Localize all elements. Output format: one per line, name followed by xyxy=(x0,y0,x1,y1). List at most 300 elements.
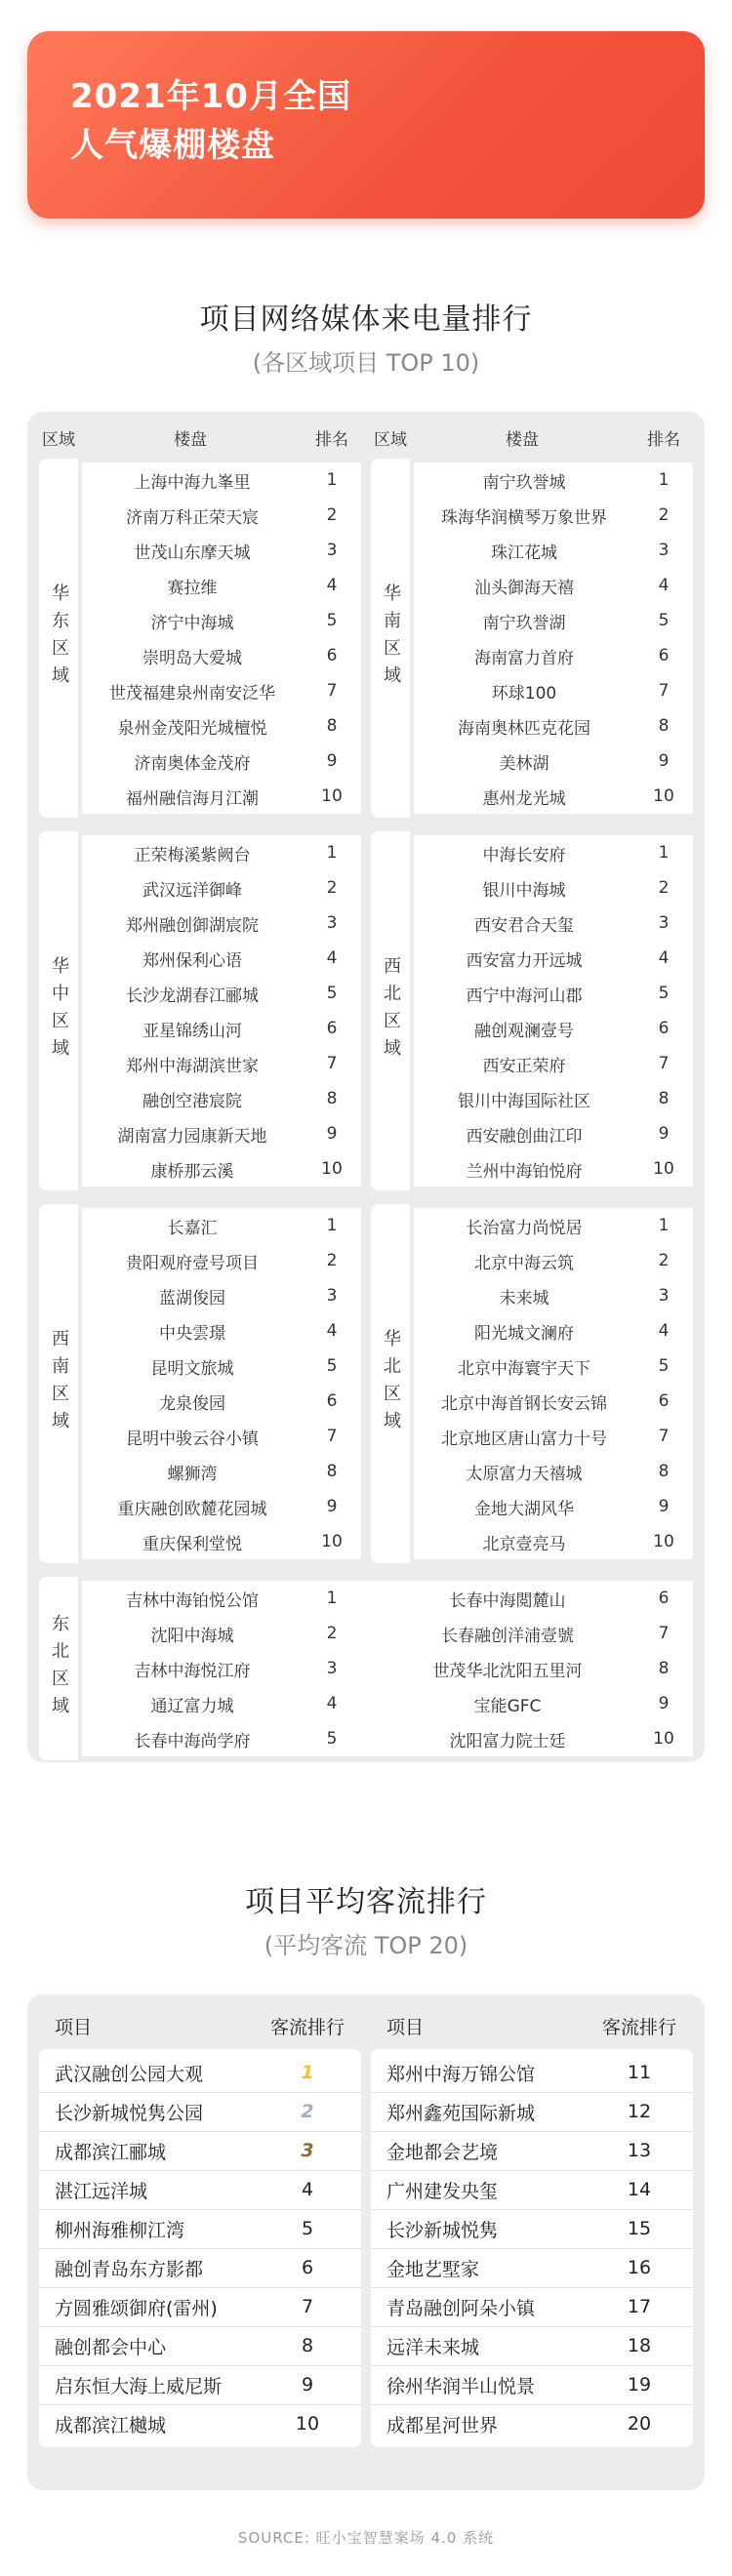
region-label xyxy=(39,831,78,1190)
project-name: 重庆保利堂悦 xyxy=(142,1534,242,1554)
project-rank: 10 xyxy=(653,786,674,806)
header-project: 楼盘 xyxy=(174,429,207,450)
project-rank: 6 xyxy=(658,646,670,665)
project-name: 阳光城文澜府 xyxy=(474,1323,574,1344)
header-rank: 客流排行 xyxy=(601,2016,676,2038)
project-name: 惠州龙光城 xyxy=(482,788,566,809)
project-name: 郑州融创御湖宸院 xyxy=(126,915,259,936)
project-name: 融创观澜壹号 xyxy=(474,1021,574,1041)
project-rank: 3 xyxy=(658,913,670,933)
list-item xyxy=(39,2287,361,2326)
table-row xyxy=(82,906,361,941)
table-row xyxy=(414,1348,693,1384)
project-name: 金地艺墅家 xyxy=(386,2258,480,2280)
project-rank: 2 xyxy=(326,505,338,525)
project-rank: 7 xyxy=(326,681,338,701)
project-name: 银川中海城 xyxy=(482,880,566,901)
project-rank: 5 xyxy=(658,1356,670,1376)
project-name: 长春中海閲麓山 xyxy=(449,1590,566,1611)
project-name: 广州建发央玺 xyxy=(386,2180,499,2202)
header-region: 区域 xyxy=(374,429,407,450)
project-name: 赛拉维 xyxy=(167,578,218,598)
project-name: 泉州金茂阳光城檀悦 xyxy=(117,718,267,739)
project-name: 正荣梅溪紫阙台 xyxy=(134,845,251,865)
table-row xyxy=(414,1208,693,1243)
project-rank: 1 xyxy=(658,1216,670,1235)
project-rank: 1 xyxy=(658,843,670,863)
table-row xyxy=(82,603,361,638)
section2-subtitle: (平均客流 TOP 20) xyxy=(264,1932,468,1959)
project-rank: 10 xyxy=(653,1159,674,1179)
project-rank: 18 xyxy=(627,2335,652,2356)
project-name: 济南万科正荣天宸 xyxy=(126,507,259,528)
project-name: 启东恒大海上威尼斯 xyxy=(55,2375,223,2397)
project-rank: 2 xyxy=(326,1624,338,1643)
list-item xyxy=(39,2209,361,2248)
project-name: 康桥那云溪 xyxy=(150,1161,234,1182)
project-name: 金地大湖风华 xyxy=(474,1499,574,1519)
project-name: 长嘉汇 xyxy=(167,1218,218,1238)
project-rank: 2 xyxy=(326,1251,338,1270)
project-rank: 8 xyxy=(658,1089,670,1108)
footfall-list xyxy=(39,2049,361,2447)
project-rank: 7 xyxy=(658,1624,670,1643)
project-rank: 6 xyxy=(326,1391,338,1411)
project-name: 金地都会艺境 xyxy=(386,2141,499,2163)
project-name: 长沙新城悦隽公园 xyxy=(55,2102,204,2124)
project-name: 长春中海尚学府 xyxy=(134,1731,251,1751)
table-row xyxy=(82,1081,361,1116)
project-name: 济宁中海城 xyxy=(150,613,234,633)
table-row xyxy=(414,1011,693,1046)
table-row xyxy=(414,976,693,1011)
header-project: 项目 xyxy=(386,2016,425,2038)
project-name: 长沙龙湖春江郦城 xyxy=(126,986,259,1006)
project-name: 沈阳富力院士廷 xyxy=(449,1731,566,1751)
project-name: 中央雲璟 xyxy=(159,1323,225,1344)
project-name: 郑州中海万锦公馆 xyxy=(386,2063,536,2085)
project-rank: 10 xyxy=(321,786,343,806)
table-row xyxy=(82,1011,361,1046)
project-name: 成都滨江郦城 xyxy=(55,2141,167,2163)
project-rank: 7 xyxy=(658,1054,670,1073)
project-rank: 4 xyxy=(301,2179,314,2200)
project-rank: 6 xyxy=(658,1019,670,1038)
project-name: 沈阳中海城 xyxy=(150,1626,234,1646)
region-name: 华北区域 xyxy=(381,1329,401,1438)
section1-title: 项目网络媒体来电量排行 xyxy=(199,302,533,337)
table-row xyxy=(414,1278,693,1313)
table-row xyxy=(82,498,361,533)
project-name: 湖南富力园康新天地 xyxy=(117,1126,267,1147)
project-name: 世茂山东摩天城 xyxy=(134,543,251,563)
project-rank: 1 xyxy=(326,1216,338,1235)
table-row xyxy=(82,744,361,779)
table-row xyxy=(414,1116,693,1151)
table-row xyxy=(414,568,693,603)
list-item xyxy=(371,2209,693,2248)
table-row xyxy=(82,1524,361,1559)
project-name: 融创青岛东方影都 xyxy=(55,2258,204,2280)
table-row xyxy=(82,1721,693,1756)
project-rank: 3 xyxy=(326,1659,338,1678)
project-rank: 9 xyxy=(658,1124,670,1144)
project-name: 未来城 xyxy=(499,1288,549,1308)
project-rank: 3 xyxy=(658,541,670,560)
table-row xyxy=(414,1524,693,1559)
bronze-medal-rank: 3 xyxy=(301,2140,314,2161)
list-item xyxy=(39,2131,361,2170)
project-name: 昆明中骏云谷小镇 xyxy=(126,1429,259,1449)
project-rank: 7 xyxy=(301,2296,314,2317)
project-rank: 3 xyxy=(658,1286,670,1306)
section1-subtitle: (各区域项目 TOP 10) xyxy=(252,349,480,377)
table-row xyxy=(82,1278,361,1313)
project-rank: 3 xyxy=(326,913,338,933)
header-rank: 排名 xyxy=(647,429,680,450)
table-row xyxy=(414,463,693,498)
list-item xyxy=(371,2053,693,2092)
project-rank: 1 xyxy=(326,843,338,863)
table-row xyxy=(414,1313,693,1348)
project-rank: 2 xyxy=(658,505,670,525)
list-item xyxy=(371,2170,693,2209)
table-row xyxy=(82,638,361,673)
project-rank: 15 xyxy=(627,2218,652,2239)
table-row xyxy=(414,498,693,533)
project-rank: 19 xyxy=(627,2374,652,2395)
project-name: 崇明岛大爱城 xyxy=(142,648,242,668)
project-name: 西宁中海河山郡 xyxy=(466,986,583,1006)
project-name: 郑州保利心语 xyxy=(142,950,242,971)
table-row xyxy=(82,1581,693,1616)
region-card xyxy=(371,831,693,1190)
project-name: 吉林中海悦江府 xyxy=(134,1661,251,1681)
project-name: 汕头御海天禧 xyxy=(474,578,574,598)
project-name: 亚星锦绣山河 xyxy=(142,1021,242,1041)
project-rank: 16 xyxy=(627,2257,652,2278)
list-item xyxy=(39,2248,361,2287)
project-name: 龙泉俊园 xyxy=(159,1393,225,1414)
project-name: 远洋未来城 xyxy=(386,2336,480,2358)
project-rank: 8 xyxy=(326,716,338,736)
table-row xyxy=(414,673,693,708)
project-name: 郑州鑫苑国际新城 xyxy=(386,2102,536,2124)
project-rank: 1 xyxy=(326,470,338,490)
table-row xyxy=(82,1454,361,1489)
project-rank: 6 xyxy=(326,646,338,665)
table-row xyxy=(82,1616,693,1651)
footfall-list xyxy=(371,2049,693,2447)
project-rank: 6 xyxy=(658,1391,670,1411)
project-name: 贵阳观府壹号项目 xyxy=(126,1253,259,1273)
region-label xyxy=(371,1204,410,1563)
project-rank: 8 xyxy=(658,1462,670,1481)
project-rank: 8 xyxy=(658,1659,670,1678)
project-rank: 1 xyxy=(658,470,670,490)
table-row xyxy=(82,870,361,906)
list-item xyxy=(371,2365,693,2404)
list-item xyxy=(371,2092,693,2131)
table-row xyxy=(414,533,693,568)
project-name: 方圆雅颂御府(雷州) xyxy=(55,2297,218,2319)
table-row xyxy=(82,1243,361,1278)
region-label xyxy=(39,1204,78,1563)
project-name: 长沙新城悦隽 xyxy=(386,2219,499,2241)
project-rank: 10 xyxy=(653,1532,674,1551)
header-project: 楼盘 xyxy=(506,429,539,450)
table-row xyxy=(82,779,361,814)
table-row xyxy=(414,744,693,779)
project-rank: 4 xyxy=(326,1694,338,1713)
project-rank: 5 xyxy=(326,611,338,630)
project-name: 吉林中海铂悦公馆 xyxy=(126,1590,259,1611)
region-name: 华南区域 xyxy=(381,584,401,693)
project-rank: 10 xyxy=(321,1532,343,1551)
region-name: 华中区域 xyxy=(49,956,69,1066)
region-label xyxy=(371,831,410,1190)
list-item xyxy=(371,2248,693,2287)
project-name: 环球100 xyxy=(491,683,557,704)
project-rank: 4 xyxy=(326,948,338,968)
project-rank: 9 xyxy=(301,2374,314,2395)
project-rank: 4 xyxy=(326,1321,338,1341)
project-name: 福州融信海月江潮 xyxy=(126,788,259,809)
table-row xyxy=(414,603,693,638)
project-rank: 12 xyxy=(627,2101,652,2122)
project-rank: 7 xyxy=(658,681,670,701)
project-name: 武汉融创公园大观 xyxy=(55,2063,204,2085)
project-rank: 7 xyxy=(658,1427,670,1446)
project-rank: 5 xyxy=(326,984,338,1003)
table-row xyxy=(82,673,361,708)
table-row xyxy=(82,1419,361,1454)
table-row xyxy=(82,1151,361,1187)
list-item xyxy=(371,2131,693,2170)
project-name: 螺狮湾 xyxy=(167,1464,218,1484)
banner-line-2: 人气爆棚楼盘 xyxy=(70,126,275,165)
table-row xyxy=(82,463,361,498)
project-name: 世茂福建泉州南安泛华 xyxy=(109,683,275,704)
project-name: 南宁玖誉湖 xyxy=(482,613,566,633)
project-name: 上海中海九峯里 xyxy=(134,472,251,493)
list-item xyxy=(371,2404,693,2443)
table-row xyxy=(414,638,693,673)
region-card xyxy=(39,831,361,1190)
list-item xyxy=(39,2365,361,2404)
project-rank: 9 xyxy=(658,1694,670,1713)
footfall-ranking-panel xyxy=(27,1994,705,2490)
project-name: 珠海华润横琴万象世界 xyxy=(441,507,607,528)
table-row xyxy=(82,1384,361,1419)
project-name: 武汉远洋御峰 xyxy=(142,880,242,901)
project-name: 青岛融创阿朵小镇 xyxy=(386,2297,536,2319)
table-row xyxy=(414,708,693,744)
region-name: 华东区域 xyxy=(49,584,69,693)
project-name: 昆明文旅城 xyxy=(150,1358,234,1379)
region-label xyxy=(39,459,78,818)
footfall-header xyxy=(39,2006,361,2045)
project-name: 世茂华北沈阳五里河 xyxy=(432,1661,583,1681)
project-name: 成都星河世界 xyxy=(386,2414,499,2436)
footfall-header xyxy=(371,2006,693,2045)
project-rank: 8 xyxy=(658,716,670,736)
table-row xyxy=(414,1046,693,1081)
region-card xyxy=(371,1204,693,1563)
region-card-northeast xyxy=(39,1577,693,1760)
table-row xyxy=(82,1348,361,1384)
table-row xyxy=(82,1046,361,1081)
project-rank: 17 xyxy=(627,2296,652,2317)
project-name: 通辽富力城 xyxy=(150,1696,234,1716)
project-rank: 9 xyxy=(326,751,338,771)
project-rank: 1 xyxy=(326,1589,338,1608)
table-row xyxy=(414,1081,693,1116)
project-name: 西安融创曲江印 xyxy=(466,1126,583,1147)
region-ranking-panel xyxy=(27,412,705,1762)
list-item xyxy=(371,2326,693,2365)
table-row xyxy=(82,1489,361,1524)
region-name: 西南区域 xyxy=(49,1329,69,1438)
project-name: 西安正荣府 xyxy=(482,1056,566,1076)
banner-line-1: 2021年10月全国 xyxy=(70,77,351,116)
project-name: 蓝湖俊园 xyxy=(159,1288,225,1308)
project-name: 海南富力首府 xyxy=(474,648,574,668)
project-name: 中海长安府 xyxy=(482,845,566,865)
table-row xyxy=(82,1686,693,1721)
header-project: 项目 xyxy=(55,2016,93,2038)
project-rank: 4 xyxy=(326,576,338,595)
project-name: 北京中海首钢长安云锦 xyxy=(441,1393,607,1414)
table-row xyxy=(414,1151,693,1187)
project-rank: 5 xyxy=(301,2218,314,2239)
project-rank: 20 xyxy=(627,2413,652,2435)
list-item xyxy=(39,2053,361,2092)
list-item xyxy=(39,2404,361,2443)
table-row xyxy=(82,835,361,870)
table-row xyxy=(414,835,693,870)
table-row xyxy=(414,1419,693,1454)
table-header xyxy=(371,420,693,455)
table-row xyxy=(82,1651,693,1686)
project-rank: 6 xyxy=(326,1019,338,1038)
table-row xyxy=(414,941,693,976)
project-rank: 8 xyxy=(326,1462,338,1481)
silver-medal-rank: 2 xyxy=(301,2101,314,2122)
region-card xyxy=(39,459,361,818)
section2-title: 项目平均客流排行 xyxy=(245,1885,487,1919)
project-name: 太原富力天禧城 xyxy=(466,1464,583,1484)
project-rank: 4 xyxy=(658,1321,670,1341)
project-rank: 5 xyxy=(326,1356,338,1376)
region-card xyxy=(371,459,693,818)
table-row xyxy=(82,568,361,603)
project-name: 北京壹亮马 xyxy=(482,1534,566,1554)
source-note: SOURCE: 旺小宝智慧案场 4.0 系统 xyxy=(237,2529,495,2547)
list-item xyxy=(39,2170,361,2209)
project-rank: 7 xyxy=(326,1054,338,1073)
project-rank: 6 xyxy=(301,2257,314,2278)
gold-medal-rank: 1 xyxy=(301,2062,314,2083)
list-item xyxy=(39,2092,361,2131)
project-rank: 6 xyxy=(658,1589,670,1608)
project-rank: 14 xyxy=(627,2179,652,2200)
project-name: 重庆融创欧麓花园城 xyxy=(117,1499,267,1519)
project-rank: 4 xyxy=(658,576,670,595)
table-row xyxy=(414,1243,693,1278)
project-rank: 5 xyxy=(326,1729,338,1749)
header-rank: 排名 xyxy=(315,429,348,450)
project-rank: 9 xyxy=(326,1124,338,1144)
project-rank: 9 xyxy=(658,1497,670,1516)
table-row xyxy=(414,1489,693,1524)
table-row xyxy=(82,708,361,744)
project-rank: 9 xyxy=(326,1497,338,1516)
project-rank: 10 xyxy=(653,1729,674,1749)
project-name: 北京地区唐山富力十号 xyxy=(441,1429,607,1449)
project-name: 长春融创洋浦壹號 xyxy=(441,1626,574,1646)
table-row xyxy=(414,779,693,814)
project-name: 珠江花城 xyxy=(491,543,557,563)
project-name: 兰州中海铂悦府 xyxy=(466,1161,583,1182)
project-name: 徐州华润半山悦景 xyxy=(386,2375,536,2397)
project-name: 北京中海寰宇天下 xyxy=(458,1358,590,1379)
project-name: 西安君合天玺 xyxy=(474,915,574,936)
project-rank: 10 xyxy=(295,2413,320,2435)
list-item xyxy=(371,2287,693,2326)
project-name: 济南奥体金茂府 xyxy=(134,753,251,774)
table-row xyxy=(82,1116,361,1151)
table-row xyxy=(82,976,361,1011)
project-rank: 4 xyxy=(658,948,670,968)
project-rank: 3 xyxy=(326,541,338,560)
project-name: 美林湖 xyxy=(499,753,549,774)
project-name: 海南奥林匹克花园 xyxy=(458,718,590,739)
table-row xyxy=(82,941,361,976)
table-row xyxy=(414,1384,693,1419)
project-name: 西安富力开远城 xyxy=(466,950,583,971)
project-rank: 2 xyxy=(326,878,338,898)
region-label xyxy=(39,1577,78,1760)
project-rank: 9 xyxy=(658,751,670,771)
region-card xyxy=(39,1204,361,1563)
list-item xyxy=(39,2326,361,2365)
project-rank: 3 xyxy=(326,1286,338,1306)
project-rank: 11 xyxy=(627,2062,652,2083)
region-label xyxy=(371,459,410,818)
project-name: 成都滨江樾城 xyxy=(55,2414,167,2436)
table-row xyxy=(414,1454,693,1489)
project-name: 长治富力尚悦居 xyxy=(466,1218,583,1238)
project-rank: 2 xyxy=(658,878,670,898)
project-name: 银川中海国际社区 xyxy=(458,1091,590,1111)
project-name: 南宁玖誉城 xyxy=(482,472,566,493)
table-row xyxy=(414,906,693,941)
project-rank: 7 xyxy=(326,1427,338,1446)
project-rank: 8 xyxy=(326,1089,338,1108)
title-banner xyxy=(27,31,705,219)
project-rank: 10 xyxy=(321,1159,343,1179)
project-name: 北京中海云筑 xyxy=(474,1253,574,1273)
region-name: 东北区域 xyxy=(49,1614,69,1723)
project-name: 融创空港宸院 xyxy=(142,1091,242,1111)
project-name: 湛江远洋城 xyxy=(55,2180,148,2202)
table-row xyxy=(82,1313,361,1348)
table-row xyxy=(414,870,693,906)
project-rank: 5 xyxy=(658,611,670,630)
project-name: 柳州海雅柳江湾 xyxy=(55,2219,185,2241)
project-rank: 2 xyxy=(658,1251,670,1270)
